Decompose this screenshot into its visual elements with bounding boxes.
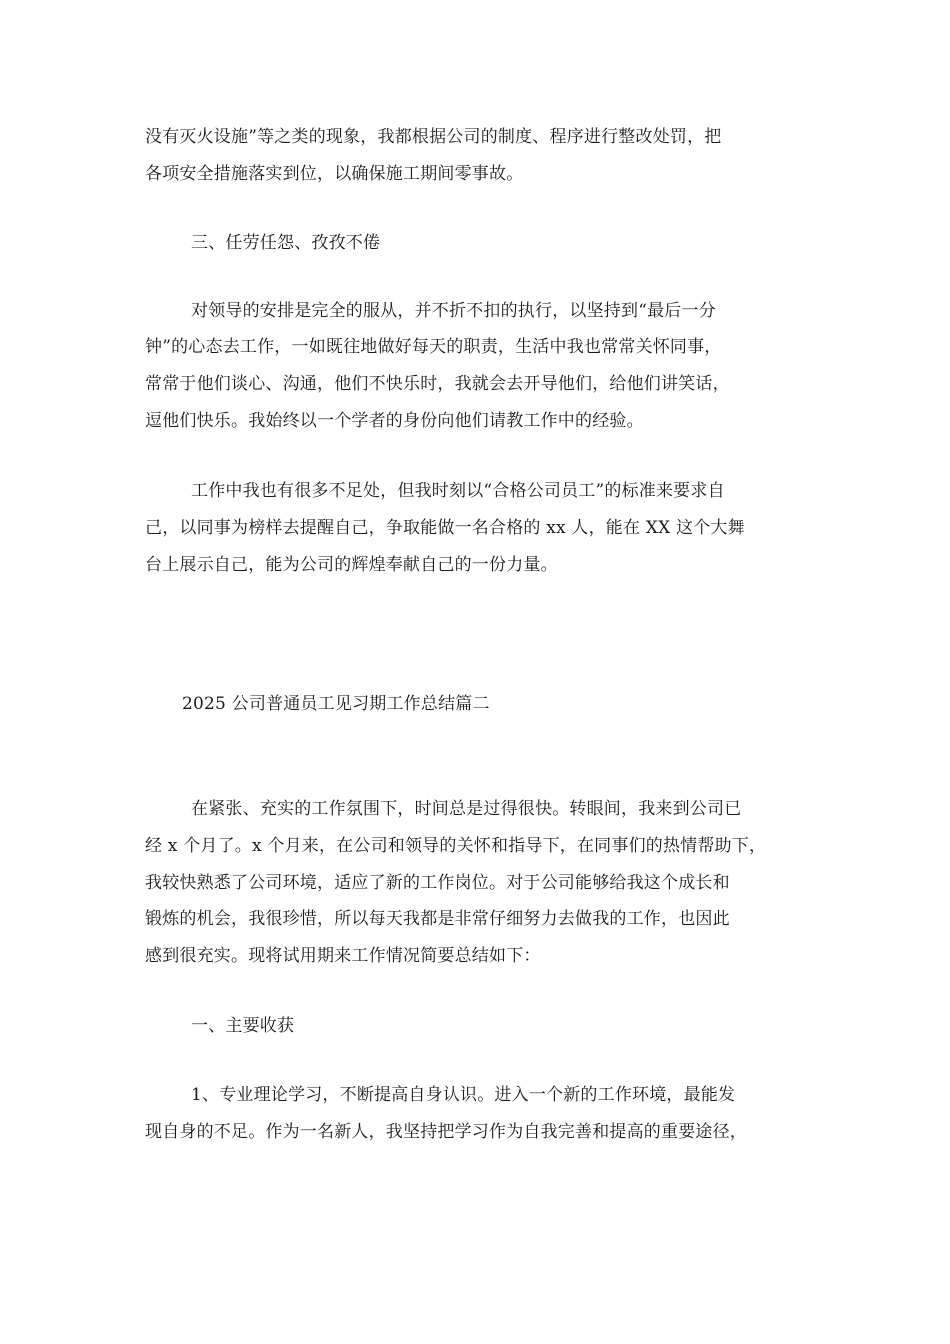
paragraph-line: 感到很充实。现将试用期来工作情况简要总结如下： — [145, 946, 541, 966]
paragraph-line: 现自身的不足。作为一名新人，我坚持把学习作为自我完善和提高的重要途径， — [145, 1122, 747, 1142]
paragraph-line: 钟”的心态去工作，一如既往地做好每天的职责，生活中我也常常关怀同事， — [145, 337, 722, 357]
paragraph-line: 在紧张、充实的工作氛围下，时间总是过得很快。转眼间，我来到公司已 — [191, 799, 742, 819]
paragraph-line: 对领导的安排是完全的服从，并不折不扣的执行，以坚持到“最后一分 — [191, 301, 716, 321]
paragraph-line: 工作中我也有很多不足处，但我时刻以“合格公司员工”的标准来要求自 — [191, 481, 725, 501]
paragraph-line: 1、专业理论学习，不断提高自身认识。进入一个新的工作环境，最能发 — [191, 1085, 736, 1105]
article-title: 2025 公司普通员工见习期工作总结篇二 — [182, 694, 490, 714]
section-heading: 一、主要收获 — [191, 1016, 295, 1036]
paragraph-line: 没有灭火设施”等之类的现象，我都根据公司的制度、程序进行整改处罚，把 — [145, 127, 722, 147]
paragraph-line: 我较快熟悉了公司环境，适应了新的工作岗位。对于公司能够给我这个成长和 — [145, 873, 730, 893]
paragraph-line: 锻炼的机会，我很珍惜，所以每天我都是非常仔细努力去做我的工作，也因此 — [145, 909, 730, 929]
section-heading: 三、任劳任怨、孜孜不倦 — [191, 233, 381, 253]
paragraph-line: 逗他们快乐。我始终以一个学者的身份向他们请教工作中的经验。 — [145, 411, 644, 431]
paragraph-line: 经 x 个月了。x 个月来，在公司和领导的关怀和指导下，在同事们的热情帮助下， — [145, 836, 767, 856]
paragraph-line: 常常于他们谈心、沟通，他们不快乐时，我就会去开导他们，给他们讲笑话， — [145, 374, 730, 394]
paragraph-line: 台上展示自己，能为公司的辉煌奉献自己的一份力量。 — [145, 555, 558, 575]
paragraph-line: 各项安全措施落实到位，以确保施工期间零事故。 — [145, 164, 524, 184]
paragraph-line: 己，以同事为榜样去提醒自己，争取能做一名合格的 xx 人，能在 XX 这个大舞 — [145, 518, 745, 538]
